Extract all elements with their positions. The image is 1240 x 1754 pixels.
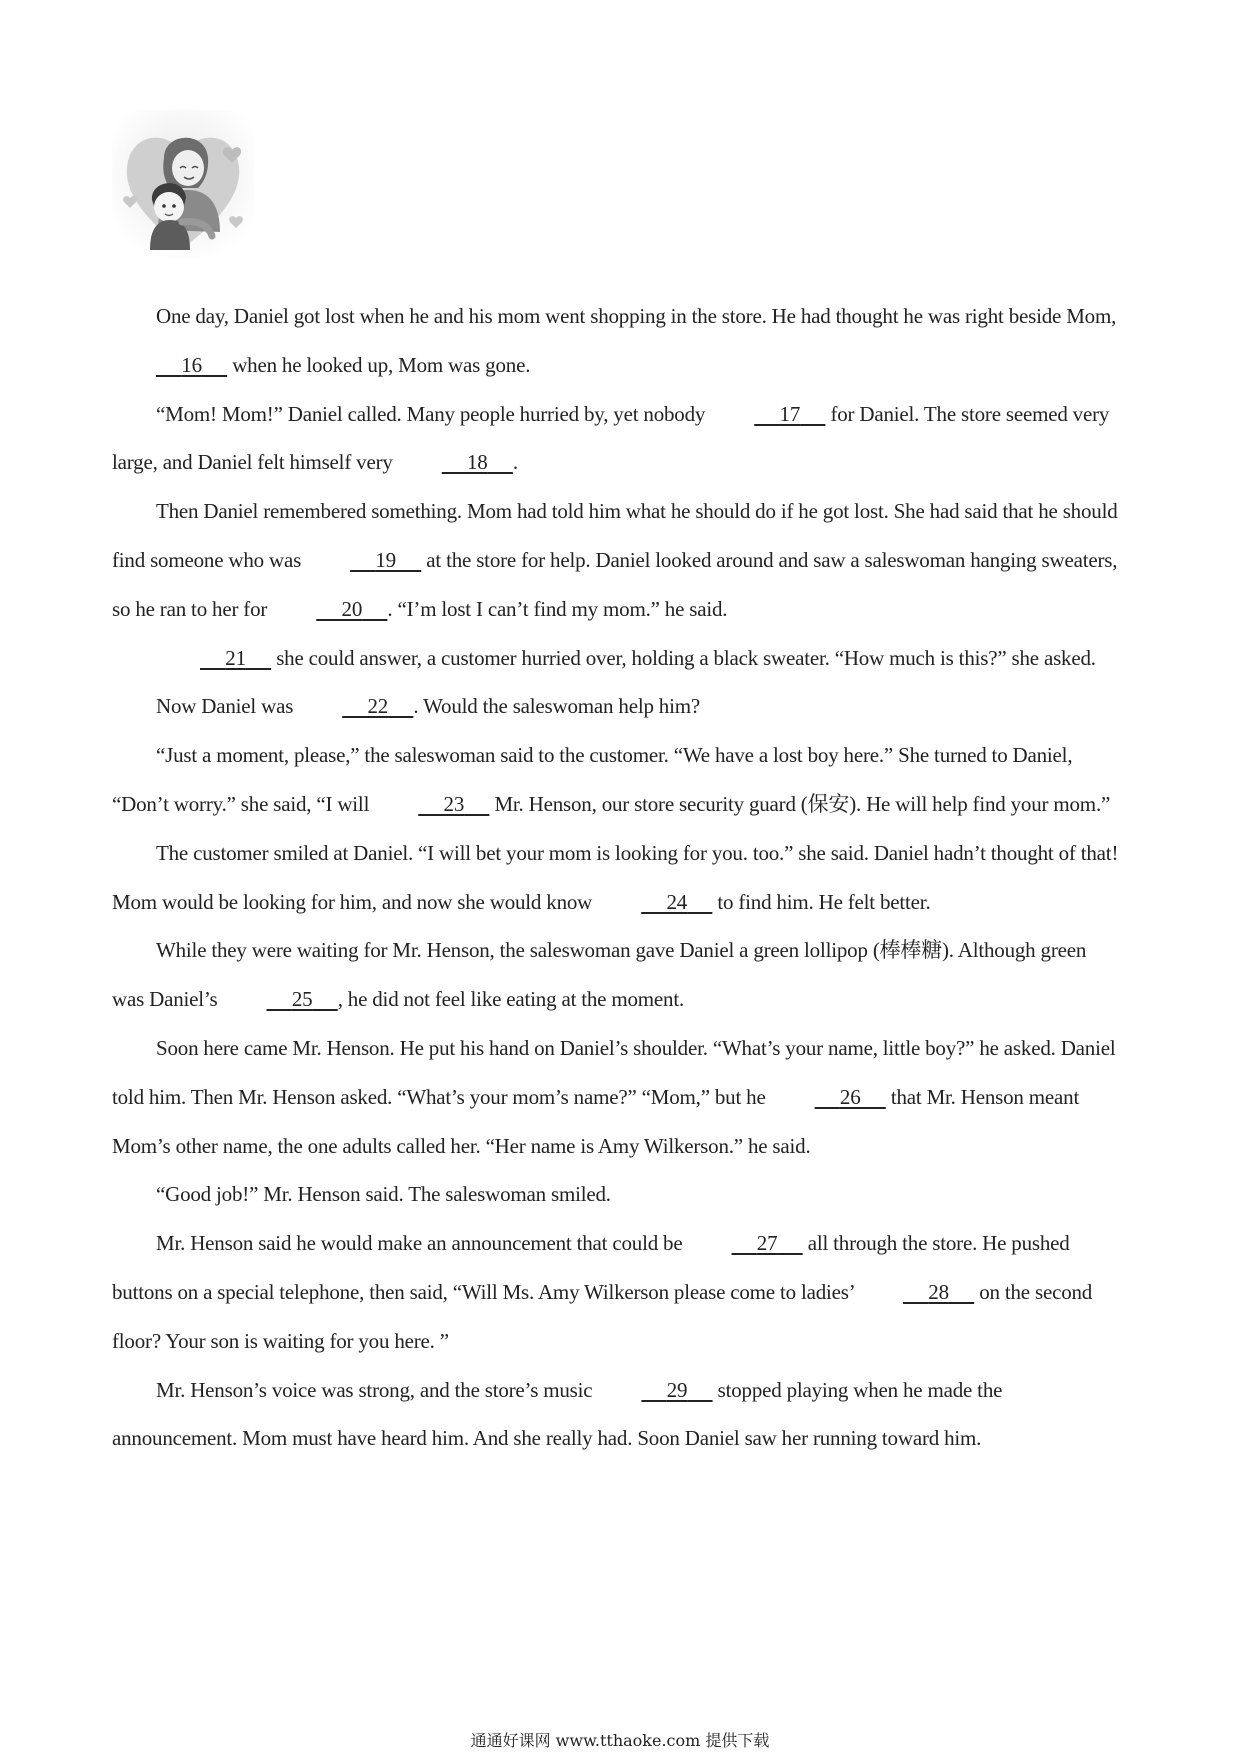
paragraph-text: on the second floor? Your son is waiting for you here. ” <box>112 1279 1093 1353</box>
paragraph-text: all through the store. He pushed buttons on a special telephone, then said, “Will Ms. Amy Wilkerson please come to ladies’ <box>112 1231 1070 1304</box>
story-paragraph <box>112 731 1122 829</box>
paragraph-text: she could answer, a customer hurried over, holding a black sweater. “How much is this?” she asked. <box>271 645 1096 670</box>
paragraph-text: that Mr. Henson meant Mom’s other name, the one adults called her. “Her name is Amy Wilkerson.” he said. <box>112 1084 1080 1158</box>
answer-blank: 25 <box>291 987 313 1012</box>
answer-blank: 28 <box>928 1279 949 1304</box>
paragraph-text: Soon here came Mr. Henson. He put his hand on Daniel’s shoulder. “What’s your name, little boy?” he asked. Daniel told him. Then Mr. Henson asked. “What’s your mom’s name?” “Mom,” but he <box>112 1035 1116 1109</box>
answer-blank: 20 <box>341 596 363 621</box>
story-paragraph <box>112 292 1122 390</box>
story-paragraph <box>112 634 1122 683</box>
paragraph-text: Mr. Henson, our store security guard (保安). He will help find your mom.” <box>489 791 1111 816</box>
story-paragraph <box>112 1024 1122 1170</box>
paragraph-text: at the store for help. Daniel looked around and saw a saleswoman hanging sweaters, so he ran to her for <box>112 547 1118 621</box>
paragraph-text: , he did not feel like eating at the moment. <box>337 987 685 1012</box>
paragraph-text: . Would the saleswoman help him? <box>413 694 700 719</box>
answer-blank: 23 <box>443 791 465 816</box>
page-footer: 通通好课网 www.tthaoke.com 提供下载 <box>470 1731 770 1750</box>
paragraph-text: when he looked up, Mom was gone. <box>227 352 531 377</box>
story-paragraph <box>112 1170 1122 1219</box>
paragraph-text: stopped playing when he made the announcement. Mom must have heard him. And she really had. Soon Daniel saw her running toward him. <box>112 1377 1003 1451</box>
answer-blank: 19 <box>375 547 396 572</box>
answer-blank: 16 <box>181 352 202 377</box>
paragraph-text: Then Daniel remembered something. Mom had told him what he should do if he got lost. She had said that he should find someone who was <box>112 499 1118 572</box>
paragraph-text: to find him. He felt better. <box>712 889 931 914</box>
paragraph-text: The customer smiled at Daniel. “I will bet your mom is looking for you. too.” she said. Daniel hadn’t thought of that! Mom would be looking for him, and now she would know <box>112 840 1119 914</box>
story-paragraph <box>112 682 1122 731</box>
mother-son-illustration <box>112 110 254 258</box>
paragraph-text: for Daniel. The store seemed very large, and Daniel felt himself very <box>112 401 1110 475</box>
paragraph-text: . “I’m lost I can’t find my mom.” he said. <box>387 596 728 621</box>
answer-blank: 24 <box>666 889 688 914</box>
story-paragraph <box>112 829 1122 927</box>
answer-blank: 26 <box>839 1084 861 1109</box>
answer-blank: 22 <box>367 694 389 719</box>
answer-blank: 17 <box>779 401 801 426</box>
story-paragraph <box>112 1366 1122 1464</box>
answer-blank: 21 <box>225 645 246 670</box>
answer-blank: 18 <box>467 450 488 475</box>
paragraph-text: One day, Daniel got lost when he and his mom went shopping in the store. He had thought he was right beside Mom, <box>156 304 1117 328</box>
paragraph-text: “Good job!” Mr. Henson said. The saleswoman smiled. <box>156 1182 611 1207</box>
story-paragraph <box>112 1219 1122 1365</box>
story-text <box>112 292 1122 1463</box>
paragraph-text: Mr. Henson said he would make an announcement that could be <box>156 1231 688 1256</box>
answer-blank: 27 <box>756 1231 778 1256</box>
paragraph-text: “Just a moment, please,” the saleswoman said to the customer. “We have a lost boy here.” She turned to Daniel, “Don’t worry.” she said, “I will <box>112 743 1073 816</box>
paragraph-text: Now Daniel was <box>156 694 299 719</box>
paragraph-text: Mr. Henson’s voice was strong, and the store’s music <box>156 1377 598 1402</box>
story-paragraph <box>112 487 1122 633</box>
story-paragraph <box>112 390 1122 488</box>
paragraph-text: “Mom! Mom!” Daniel called. Many people hurried by, yet nobody <box>156 401 711 426</box>
story-paragraph <box>112 926 1122 1024</box>
paragraph-text: . <box>512 450 518 475</box>
paragraph-text: While they were waiting for Mr. Henson, the saleswoman gave Daniel a green lollipop (棒棒糖). Although green was Daniel’s <box>112 938 1087 1012</box>
answer-blank: 29 <box>666 1377 688 1402</box>
